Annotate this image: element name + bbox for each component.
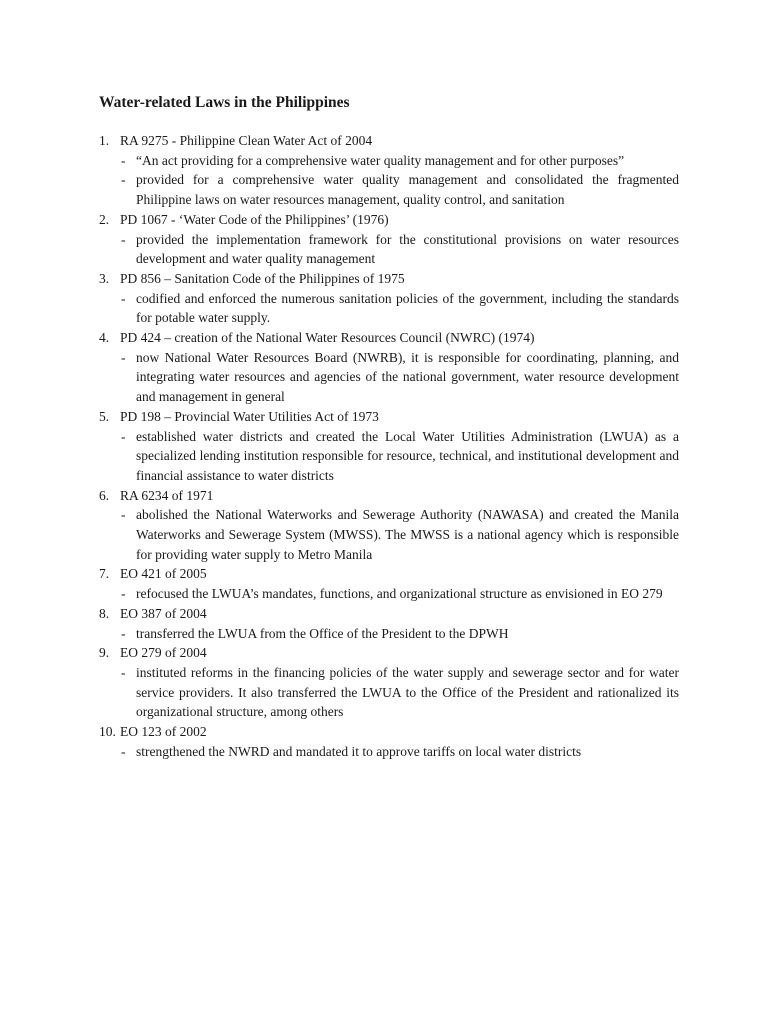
- law-note: [99, 230, 679, 269]
- law-number: 6.: [99, 487, 110, 503]
- law-item: [99, 486, 679, 565]
- law-number: 3.: [99, 270, 110, 286]
- law-title: PD 424 – creation of the National Water Resources Council (NWRC) (1974): [120, 330, 535, 346]
- law-number: 10.: [99, 724, 116, 740]
- law-notes: [99, 427, 679, 486]
- law-note: [99, 348, 679, 407]
- law-note: [99, 663, 679, 722]
- law-title: RA 9275 - Philippine Clean Water Act of 2004: [120, 133, 373, 148]
- law-number: 1.: [99, 133, 110, 148]
- law-note-text: “An act providing for a comprehensive water quality management and for other purposes”: [136, 152, 625, 168]
- page-title: Water-related Laws in the Philippines: [99, 94, 350, 111]
- law-notes: [99, 584, 679, 604]
- law-note-text: now National Water Resources Board (NWRB), it is responsible for coordinating, planning, and integrating water resources and agencies of the national government, water resource development and management in general: [136, 349, 679, 405]
- law-title: RA 6234 of 1971: [120, 487, 214, 503]
- law-note-text: codified and enforced the numerous sanitation policies of the government, including the standards for potable water supply.: [136, 290, 679, 326]
- law-title: EO 387 of 2004: [120, 605, 207, 621]
- dash-bullet-icon: -: [121, 664, 126, 680]
- dash-bullet-icon: -: [121, 172, 126, 188]
- law-item: [99, 564, 679, 603]
- law-number: 4.: [99, 330, 110, 346]
- law-item: [99, 131, 679, 210]
- law-notes: [99, 663, 679, 722]
- law-heading: [99, 486, 679, 506]
- law-title: EO 279 of 2004: [120, 645, 207, 661]
- law-number: 2.: [99, 211, 110, 227]
- dash-bullet-icon: -: [121, 231, 126, 247]
- dash-bullet-icon: -: [121, 152, 126, 168]
- law-notes: [99, 151, 679, 210]
- law-number: 9.: [99, 645, 110, 661]
- law-heading: [99, 604, 679, 624]
- law-number: 8.: [99, 605, 110, 621]
- law-note-text: transferred the LWUA from the Office of the President to the DPWH: [136, 625, 509, 641]
- law-note: [99, 427, 679, 486]
- law-notes: [99, 348, 679, 407]
- law-note-text: established water districts and created the Local Water Utilities Administration (LWUA) as a specialized lending institution responsible for resource, technical, and institutional development and financial assistance to water districts: [136, 428, 679, 483]
- law-list: [99, 131, 679, 762]
- law-note: [99, 505, 679, 564]
- law-heading: [99, 210, 679, 230]
- law-title: PD 856 – Sanitation Code of the Philippines of 1975: [120, 270, 405, 286]
- law-heading: [99, 407, 679, 427]
- law-item: [99, 328, 679, 407]
- law-notes: [99, 742, 679, 762]
- law-number: 5.: [99, 408, 110, 424]
- law-item: [99, 210, 679, 269]
- law-heading: [99, 564, 679, 584]
- dash-bullet-icon: -: [121, 428, 126, 444]
- dash-bullet-icon: -: [121, 290, 126, 306]
- law-note-text: provided the implementation framework for the constitutional provisions on water resources development and water quality management: [136, 231, 679, 267]
- law-heading: [99, 722, 679, 742]
- law-note-text: instituted reforms in the financing policies of the water supply and sewerage sector and for water service providers. It also transferred the LWUA to the Office of the President and rationalized its organizational structure, among others: [136, 664, 679, 720]
- law-notes: [99, 230, 679, 269]
- law-note: [99, 584, 679, 604]
- law-note-text: refocused the LWUA’s mandates, functions, and organizational structure as envisioned in EO 279: [136, 586, 663, 602]
- law-note: [99, 742, 679, 762]
- law-heading: [99, 131, 679, 151]
- dash-bullet-icon: -: [121, 349, 126, 365]
- law-title: PD 1067 - ‘Water Code of the Philippines’ (1976): [120, 211, 389, 227]
- law-title: PD 198 – Provincial Water Utilities Act of 1973: [120, 408, 379, 424]
- law-note-text: abolished the National Waterworks and Sewerage Authority (NAWASA) and created the Manila Waterworks and Sewerage System (MWSS). The MWSS is a national agency which is responsible for providing water supply to Metro Manila: [136, 507, 679, 562]
- law-note: [99, 170, 679, 209]
- dash-bullet-icon: -: [121, 507, 126, 523]
- law-note: [99, 624, 679, 644]
- law-item: [99, 643, 679, 722]
- dash-bullet-icon: -: [121, 625, 126, 641]
- law-item: [99, 407, 679, 486]
- law-heading: [99, 269, 679, 289]
- law-title: EO 421 of 2005: [120, 566, 207, 582]
- law-number: 7.: [99, 566, 110, 582]
- law-note: [99, 289, 679, 328]
- law-note: [99, 151, 679, 171]
- law-item: [99, 604, 679, 643]
- dash-bullet-icon: -: [121, 743, 126, 759]
- law-heading: [99, 643, 679, 663]
- law-notes: [99, 289, 679, 328]
- law-item: [99, 269, 679, 328]
- law-note-text: provided for a comprehensive water quality management and consolidated the fragmented Philippine laws on water resources management, quality control, and sanitation: [136, 172, 679, 208]
- law-notes: [99, 505, 679, 564]
- law-notes: [99, 624, 679, 644]
- dash-bullet-icon: -: [121, 586, 126, 602]
- law-note-text: strengthened the NWRD and mandated it to approve tariffs on local water districts: [136, 743, 582, 759]
- law-item: [99, 722, 679, 761]
- law-heading: [99, 328, 679, 348]
- law-title: EO 123 of 2002: [120, 724, 207, 740]
